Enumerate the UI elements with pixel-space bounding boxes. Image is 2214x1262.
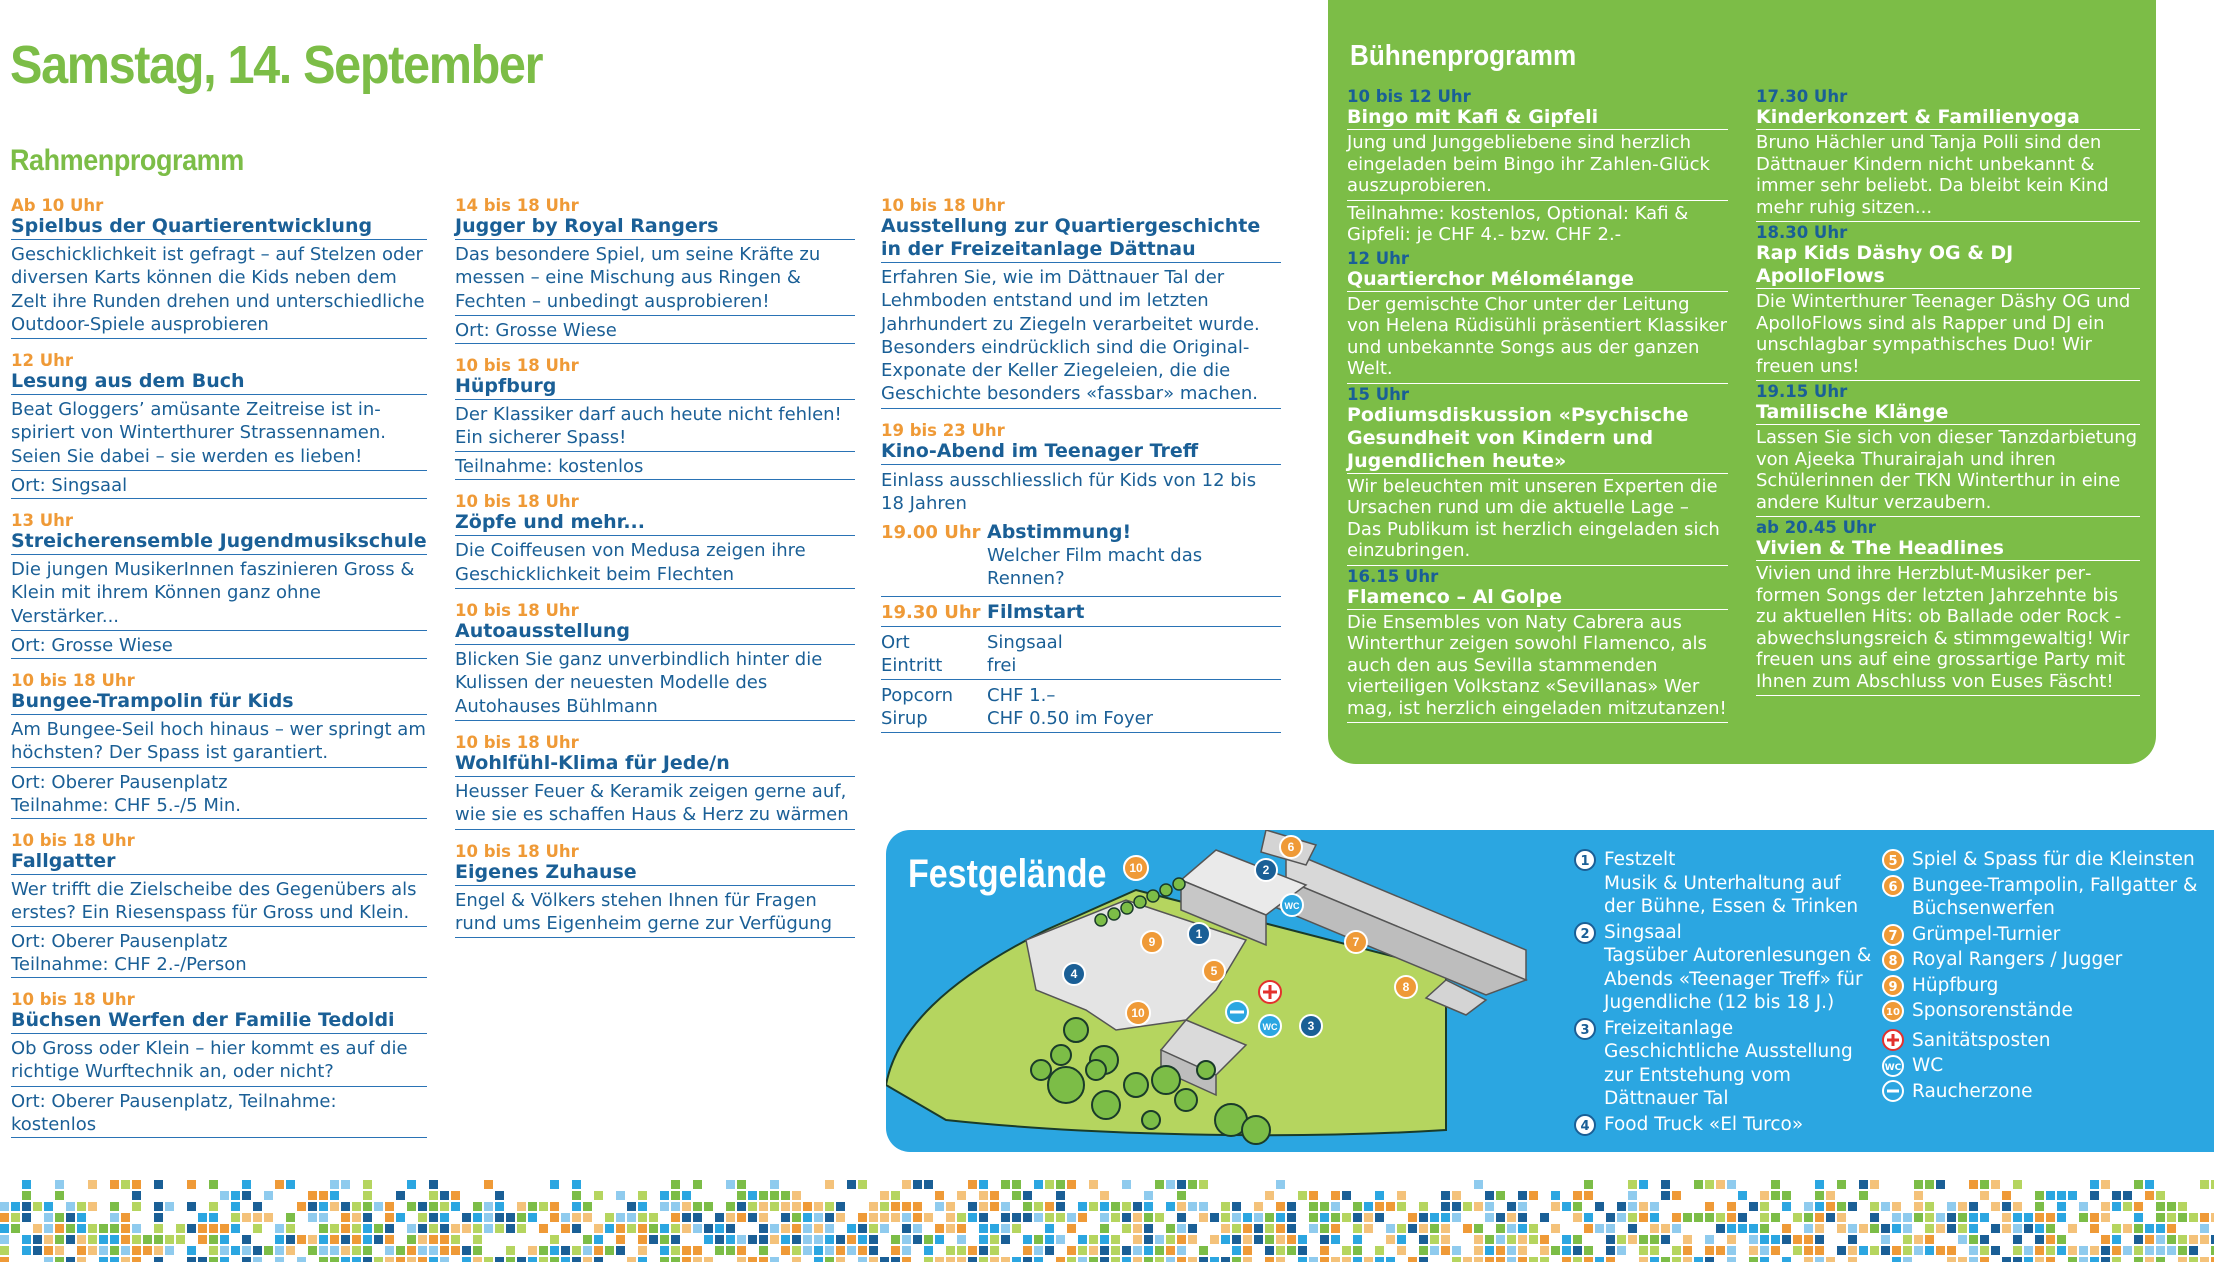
- legend-subtitle: Musik & Unterhaltung auf der Bühne, Essen & Trinken: [1604, 872, 1859, 917]
- ort-value: Singsaal: [987, 632, 1063, 654]
- svg-text:10: 10: [1129, 861, 1143, 875]
- marker-1: [1188, 923, 1210, 945]
- legend-number-badge: 5: [1882, 849, 1904, 871]
- event-info-line: Ort: Oberer Pausenplatz: [11, 931, 228, 953]
- legend-subtitle: Tagsüber Autorenlesungen & Abends «Teenager Treff» für Jugendliche (12 bis 18 J.): [1604, 945, 1872, 1013]
- event-description: Geschicklichkeit ist gefragt – auf Stelzen oder diversen Karts können die Kids neben dem Zelt ihre Runden drehen und unterschiedliche Outdoor-Spiele ausprobieren: [11, 240, 427, 339]
- event-info: [11, 927, 427, 978]
- stage-event-item: [1756, 224, 2140, 381]
- event-description: Die Coiffeusen von Medusa zeigen ihre Geschicklichkeit beim Flechten: [455, 536, 855, 589]
- stage-event-time: 12 Uhr: [1347, 248, 1409, 268]
- stage-event-item: [1756, 519, 2140, 696]
- stage-event-title: Flamenco – Al Golpe: [1347, 586, 1728, 610]
- stage-event-description: Bruno Hächler und Tanja Polli sind den Dättnauer Kindern nicht unbekannt & immer sehr beliebt. Da bleibt kein Kind mehr ruhig sitzen...: [1756, 130, 2140, 222]
- page-title: Samstag, 14. September: [10, 35, 543, 95]
- marker-wc-bottom: [1259, 1015, 1281, 1037]
- sirup-label: Sirup: [881, 708, 928, 730]
- event-description: Wer trifft die Zielscheibe des Gegenübers als erstes? Ein Riesenspass für Gross und Klein.: [11, 875, 427, 928]
- event-item: [455, 601, 855, 721]
- filmstart-label: Filmstart: [987, 601, 1085, 624]
- event-item: [455, 492, 855, 589]
- legend-item: [1882, 999, 2212, 1023]
- stage-event-description: Vivien und ihre Herzblut-Musiker performen Songs der letzten Jahrzehnte bis zu aktuellen Hits: ob Ballade oder Rock - abwechslungsreich & stimmgewaltig! Wir freuen uns auf eine grossartige Party mit Ihnen zum Abschluss von Euses Fäscht!: [1756, 561, 2140, 696]
- rahmenprogramm-heading: Rahmenprogramm: [10, 144, 244, 177]
- popcorn-value: CHF 1.–: [987, 685, 1056, 707]
- event-item: [11, 831, 427, 979]
- event-time: 10 bis 18 Uhr: [455, 492, 579, 512]
- event-info-line: Ort: Grosse Wiese: [455, 319, 617, 341]
- abstimmung-label: Abstimmung!: [987, 521, 1132, 544]
- stage-event-title: Vivien & The Headlines: [1756, 537, 2140, 561]
- legend-item: [1882, 923, 2212, 947]
- event-time: 13 Uhr: [11, 511, 73, 531]
- event-description: Das besondere Spiel, um seine Kräfte zu messen – eine Mischung aus Ringen & Fechten – unbedingt ausprobieren!: [455, 240, 855, 316]
- event-time: 10 bis 18 Uhr: [455, 732, 579, 752]
- legend-wc-label: WC: [1912, 1055, 1944, 1076]
- eintritt-value: frei: [987, 655, 1017, 677]
- event-info: [455, 316, 855, 344]
- legend-number-badge: 7: [1882, 924, 1904, 946]
- stage-event-description: Lassen Sie sich von dieser Tanzdarbietung von Ajeeka Thurairajah und ihren Schülerinnen der TKN Winterthur in eine andere Kultur verzaubern.: [1756, 425, 2140, 517]
- buehne-column-1: [1347, 88, 1728, 725]
- event-info: [11, 471, 427, 499]
- kino-details: [881, 465, 1281, 598]
- event-time: 19 bis 23 Uhr: [881, 420, 1005, 440]
- legend-left: [1574, 848, 1874, 1138]
- event-time: 10 bis 18 Uhr: [455, 355, 579, 375]
- event-info-line: Ort: Oberer Pausenplatz, Teilnahme: kostenlos: [11, 1090, 337, 1135]
- raucherzone-icon: [1882, 1080, 1904, 1102]
- stage-event-item: [1347, 568, 1728, 724]
- event-ausstellung: [881, 196, 1281, 409]
- event-item: [11, 671, 427, 819]
- filmstart-time: 19.30 Uhr: [881, 602, 981, 624]
- stage-event-time: 17.30 Uhr: [1756, 87, 1848, 106]
- legend-number-badge: 3: [1574, 1018, 1596, 1040]
- stage-event-title: Rap Kids Däshy OG & DJ ApolloFlows: [1756, 242, 2140, 289]
- event-info-line: Ort: Oberer Pausenplatz: [11, 771, 228, 793]
- stage-event-description: Wir beleuchten mit unseren Experten die Ursachen rund um die aktuelle Lage – Das Publikum ist herzlich eingeladen sich einzubringen.: [1347, 474, 1728, 566]
- legend-item: [1882, 874, 2212, 921]
- event-time: 10 bis 18 Uhr: [455, 601, 579, 621]
- event-item: [455, 842, 855, 939]
- stage-event-time: 15 Uhr: [1347, 384, 1409, 404]
- event-item: [455, 356, 855, 481]
- event-title: Autoausstellung: [455, 620, 855, 645]
- legend-text: [1604, 1113, 1803, 1137]
- legend-number-badge: 8: [1882, 949, 1904, 971]
- event-time: 10 bis 18 Uhr: [11, 670, 135, 690]
- svg-text:7: 7: [1352, 935, 1360, 949]
- decorative-mosaic-pattern: [0, 1180, 2214, 1262]
- rahmen-column-2: [455, 196, 855, 950]
- stage-event-time: 16.15 Uhr: [1347, 566, 1439, 586]
- event-description: Erfahren Sie, wie im Dättnauer Tal der Lehmboden entstand und im letzten Jahrhundert zu Ziegeln verarbeitet wurde. Besonders eindrücklich sind die Original-Exponate der Keller Ziegeleien, die die Geschichte besonders «fassbar» machen.: [881, 263, 1281, 409]
- event-title: Fallgatter: [11, 850, 427, 875]
- event-description: Beat Gloggers’ amüsante Zeitreise ist inspiriert von Winterthurer Strassennamen. Seien Sie dabei – sie werden es lieben!: [11, 395, 427, 471]
- legend-subtitle: Geschichtliche Ausstellung zur Entstehung vom Dättnauer Tal: [1604, 1041, 1853, 1109]
- legend-number-badge: 9: [1882, 975, 1904, 997]
- legend-item: [1574, 1017, 1874, 1111]
- stage-event-item: [1347, 88, 1728, 248]
- event-description: Blicken Sie ganz unverbindlich hinter die Kulissen der neuesten Modelle des Autohauses Bühlmann: [455, 645, 855, 721]
- legend-item: [1574, 921, 1874, 1015]
- event-description: Heusser Feuer & Keramik zeigen gerne auf, wie sie es schaffen Haus & Herz zu wärmen: [455, 777, 855, 830]
- sanitaet-icon: [1882, 1029, 1904, 1051]
- stage-event-item: [1756, 383, 2140, 517]
- legend-title: Food Truck «El Turco»: [1604, 1113, 1804, 1135]
- event-info-line: Teilnahme: CHF 2.-/Person: [11, 954, 247, 976]
- event-time: 10 bis 18 Uhr: [881, 196, 1005, 215]
- buehnenprogramm-heading: Bühnenprogramm: [1350, 40, 1577, 72]
- marker-7: [1345, 931, 1367, 953]
- event-description: Engel & Völkers stehen Ihnen für Fragen rund ums Eigenheim gerne zur Verfügung: [455, 886, 855, 939]
- marker-9: [1141, 931, 1163, 953]
- marker-10-top: [1124, 856, 1148, 880]
- svg-text:8: 8: [1402, 980, 1410, 994]
- stage-event-title: Bingo mit Kafi & Gipfeli: [1347, 106, 1728, 130]
- svg-text:5: 5: [1210, 964, 1218, 978]
- legend-title: Hüpfburg: [1912, 974, 1999, 996]
- event-time: 14 bis 18 Uhr: [455, 196, 579, 215]
- event-time: Ab 10 Uhr: [11, 196, 104, 215]
- event-title: Zöpfe und mehr...: [455, 511, 855, 536]
- stage-event-time: 10 bis 12 Uhr: [1347, 87, 1471, 106]
- legend-title: Royal Rangers / Jugger: [1912, 949, 2123, 970]
- event-item: [455, 196, 855, 344]
- event-title: Bungee-Trampolin für Kids: [11, 690, 427, 715]
- svg-text:4: 4: [1070, 967, 1078, 981]
- legend-item: [1882, 974, 2212, 998]
- legend-text: [1604, 1017, 1874, 1111]
- event-item: [11, 990, 427, 1138]
- legend-title: Sponsorenstände: [1912, 1000, 2073, 1021]
- event-kino: [881, 421, 1281, 734]
- legend-sanitaet: [1882, 1029, 2212, 1053]
- event-info: [11, 768, 427, 819]
- legend-number-badge: 1: [1574, 849, 1596, 871]
- legend-item: [1882, 848, 2212, 872]
- event-time: 10 bis 18 Uhr: [11, 830, 135, 850]
- event-title: Büchsen Werfen der Familie Tedoldi: [11, 1009, 427, 1034]
- legend-sanitaet-label: Sanitätsposten: [1912, 1029, 2051, 1051]
- event-info-line: Ort: Singsaal: [11, 475, 128, 497]
- legend-text: [1604, 848, 1874, 919]
- stage-event-time: ab 20.45 Uhr: [1756, 518, 1876, 537]
- stage-event-item: [1756, 88, 2140, 222]
- stage-event-time: 18.30 Uhr: [1756, 223, 1848, 242]
- event-time: 10 bis 18 Uhr: [455, 841, 579, 861]
- ort-label: Ort: [881, 632, 910, 654]
- event-item: [11, 196, 427, 339]
- stage-event-description: Die Winterthurer Teenager Däshy OG und ApolloFlows sind als Rapper und DJ ein unschlagbar sympathisches Duo! Wir freuen uns!: [1756, 289, 2140, 381]
- buehnenprogramm-panel: [1328, 0, 2156, 764]
- event-description: Am Bungee-Seil hoch hinaus – wer springt am höchsten? Der Spass ist garantiert.: [11, 715, 427, 768]
- legend-number-badge: 4: [1574, 1114, 1596, 1136]
- event-title: Eigenes Zuhause: [455, 861, 855, 886]
- stage-event-time: 19.15 Uhr: [1756, 382, 1848, 401]
- stage-event-title: Podiumsdiskussion «Psychische Gesundheit von Kindern und Jugendlichen heute»: [1347, 404, 1728, 474]
- legend-number-badge: 6: [1882, 875, 1904, 897]
- buehne-column-2: [1756, 88, 2140, 698]
- legend-item: [1882, 948, 2212, 972]
- stage-event-description: Der gemischte Chor unter der Leitung von Helena Rüdisühli präsentiert Klassiker und unbekannte Songs aus der ganzen Welt.: [1347, 292, 1728, 384]
- legend-right: [1882, 848, 2212, 1105]
- marker-raucher: [1226, 1001, 1248, 1023]
- legend-title: Freizeitanlage: [1604, 1017, 1734, 1039]
- event-info-line: Ort: Grosse Wiese: [11, 634, 173, 656]
- event-info-line: Teilnahme: kostenlos: [455, 456, 644, 478]
- legend-title: Bungee-Trampolin, Fallgatter & Büchsenwerfen: [1912, 874, 2198, 919]
- event-time: 12 Uhr: [11, 351, 73, 371]
- marker-8: [1395, 976, 1417, 998]
- kino-ort-eintritt: [881, 627, 1281, 680]
- legend-item: [1574, 848, 1874, 919]
- marker-4: [1063, 963, 1085, 985]
- event-title: Kino-Abend im Teenager Treff: [881, 440, 1281, 465]
- svg-text:3: 3: [1307, 1019, 1315, 1033]
- stage-event-title: Kinderkonzert & Familienyoga: [1756, 106, 2140, 130]
- legend-title: Grümpel-Turnier: [1912, 923, 2061, 945]
- event-title: Streicherensemble Jugendmusikschule: [11, 530, 427, 555]
- legend-raucher: [1882, 1080, 2212, 1104]
- marker-10-bottom: [1126, 1001, 1150, 1025]
- legend-title: Festzelt: [1604, 849, 1676, 870]
- svg-text:9: 9: [1148, 935, 1156, 949]
- event-title: Lesung aus dem Buch: [11, 370, 427, 395]
- rahmen-column-1: [11, 196, 427, 1150]
- svg-text:WC: WC: [1262, 1022, 1278, 1032]
- legend-raucher-label: Raucherzone: [1912, 1080, 2033, 1102]
- event-info-line: Teilnahme: CHF 5.-/5 Min.: [11, 794, 242, 816]
- stage-event-description: Jung und Junggebliebene sind herzlich eingeladen beim Bingo ihr Zahlen-Glück auszuprobieren.: [1347, 130, 1728, 201]
- svg-text:1: 1: [1195, 927, 1203, 941]
- legend-wc: [1882, 1054, 2212, 1078]
- event-description: Der Klassiker darf auch heute nicht fehlen! Ein sicherer Spass!: [455, 400, 855, 453]
- event-info: [11, 631, 427, 659]
- stage-event-title: Tamilische Klänge: [1756, 401, 2140, 425]
- legend-number-badge: 2: [1574, 922, 1596, 944]
- legend-title: Spiel & Spass für die Kleinsten: [1912, 849, 2195, 870]
- abstimmung-time: 19.00 Uhr: [881, 522, 981, 544]
- stage-event-title: Quartierchor Mélomélange: [1347, 268, 1728, 292]
- event-title: Wohlfühl-Klima für Jede/n: [455, 752, 855, 777]
- popcorn-label: Popcorn: [881, 685, 954, 707]
- svg-text:WC: WC: [1284, 901, 1300, 911]
- marker-3: [1300, 1015, 1322, 1037]
- event-info: [455, 452, 855, 480]
- svg-text:6: 6: [1287, 840, 1295, 854]
- legend-title: Singsaal: [1604, 921, 1682, 943]
- event-title: Hüpfburg: [455, 375, 855, 400]
- event-description: Einlass ausschliesslich für Kids von 12 bis 18 Jahren: [881, 469, 1257, 515]
- festgelaende-heading: Festgelände: [908, 852, 1107, 896]
- event-info: [11, 1087, 427, 1138]
- event-item: [11, 351, 427, 499]
- eintritt-label: Eintritt: [881, 655, 943, 677]
- festgelaende-panel: [886, 830, 2214, 1152]
- svg-text:2: 2: [1262, 863, 1270, 877]
- stage-event-description: Die Ensembles von Naty Cabrera aus Winterthur zeigen sowohl Flamenco, als auch den aus Sevilla stammenden vierteiligen Volkstanz «Sevillanas» Wer mag, ist herzlich eingeladen mitzutanzen!: [1347, 610, 1728, 724]
- marker-sanitaet: [1259, 981, 1281, 1003]
- legend-item: [1574, 1113, 1874, 1137]
- rahmen-column-3: [881, 196, 1281, 745]
- legend-number-badge: 10: [1882, 1000, 1904, 1022]
- event-title: Spielbus der Quartierentwicklung: [11, 215, 427, 240]
- stage-event-item: [1347, 250, 1728, 384]
- event-title: Jugger by Royal Rangers: [455, 215, 855, 240]
- sirup-value: CHF 0.50 im Foyer: [987, 708, 1154, 730]
- event-title: Ausstellung zur Quartiergeschichte in der Freizeitanlage Dättnau: [881, 215, 1281, 263]
- marker-wc-top: [1281, 894, 1303, 916]
- marker-2: [1255, 859, 1277, 881]
- wc-icon: WC: [1882, 1055, 1904, 1077]
- event-time: 10 bis 18 Uhr: [11, 990, 135, 1010]
- stage-event-item: [1347, 386, 1728, 566]
- event-item: [455, 733, 855, 830]
- svg-text:10: 10: [1131, 1006, 1145, 1020]
- event-description: Die jungen MusikerInnen faszinieren Gross & Klein mit ihrem Können ganz ohne Verstärker...: [11, 555, 427, 631]
- kino-preise: [881, 680, 1281, 733]
- kino-filmstart: [881, 597, 1281, 627]
- event-description: Ob Gross oder Klein – hier kommt es auf die richtige Wurftechnik an, oder nicht?: [11, 1034, 427, 1087]
- abstimmung-desc: Welcher Film macht das Rennen?: [987, 545, 1203, 590]
- kino-abstimmung-row: [881, 521, 1281, 544]
- marker-5: [1203, 960, 1225, 982]
- legend-text: [1604, 921, 1874, 1015]
- stage-event-info: Teilnahme: kostenlos, Optional: Kafi & Gipfeli: je CHF 4.- bzw. CHF 2.-: [1347, 202, 1689, 245]
- event-item: [11, 511, 427, 659]
- marker-6: [1280, 836, 1302, 858]
